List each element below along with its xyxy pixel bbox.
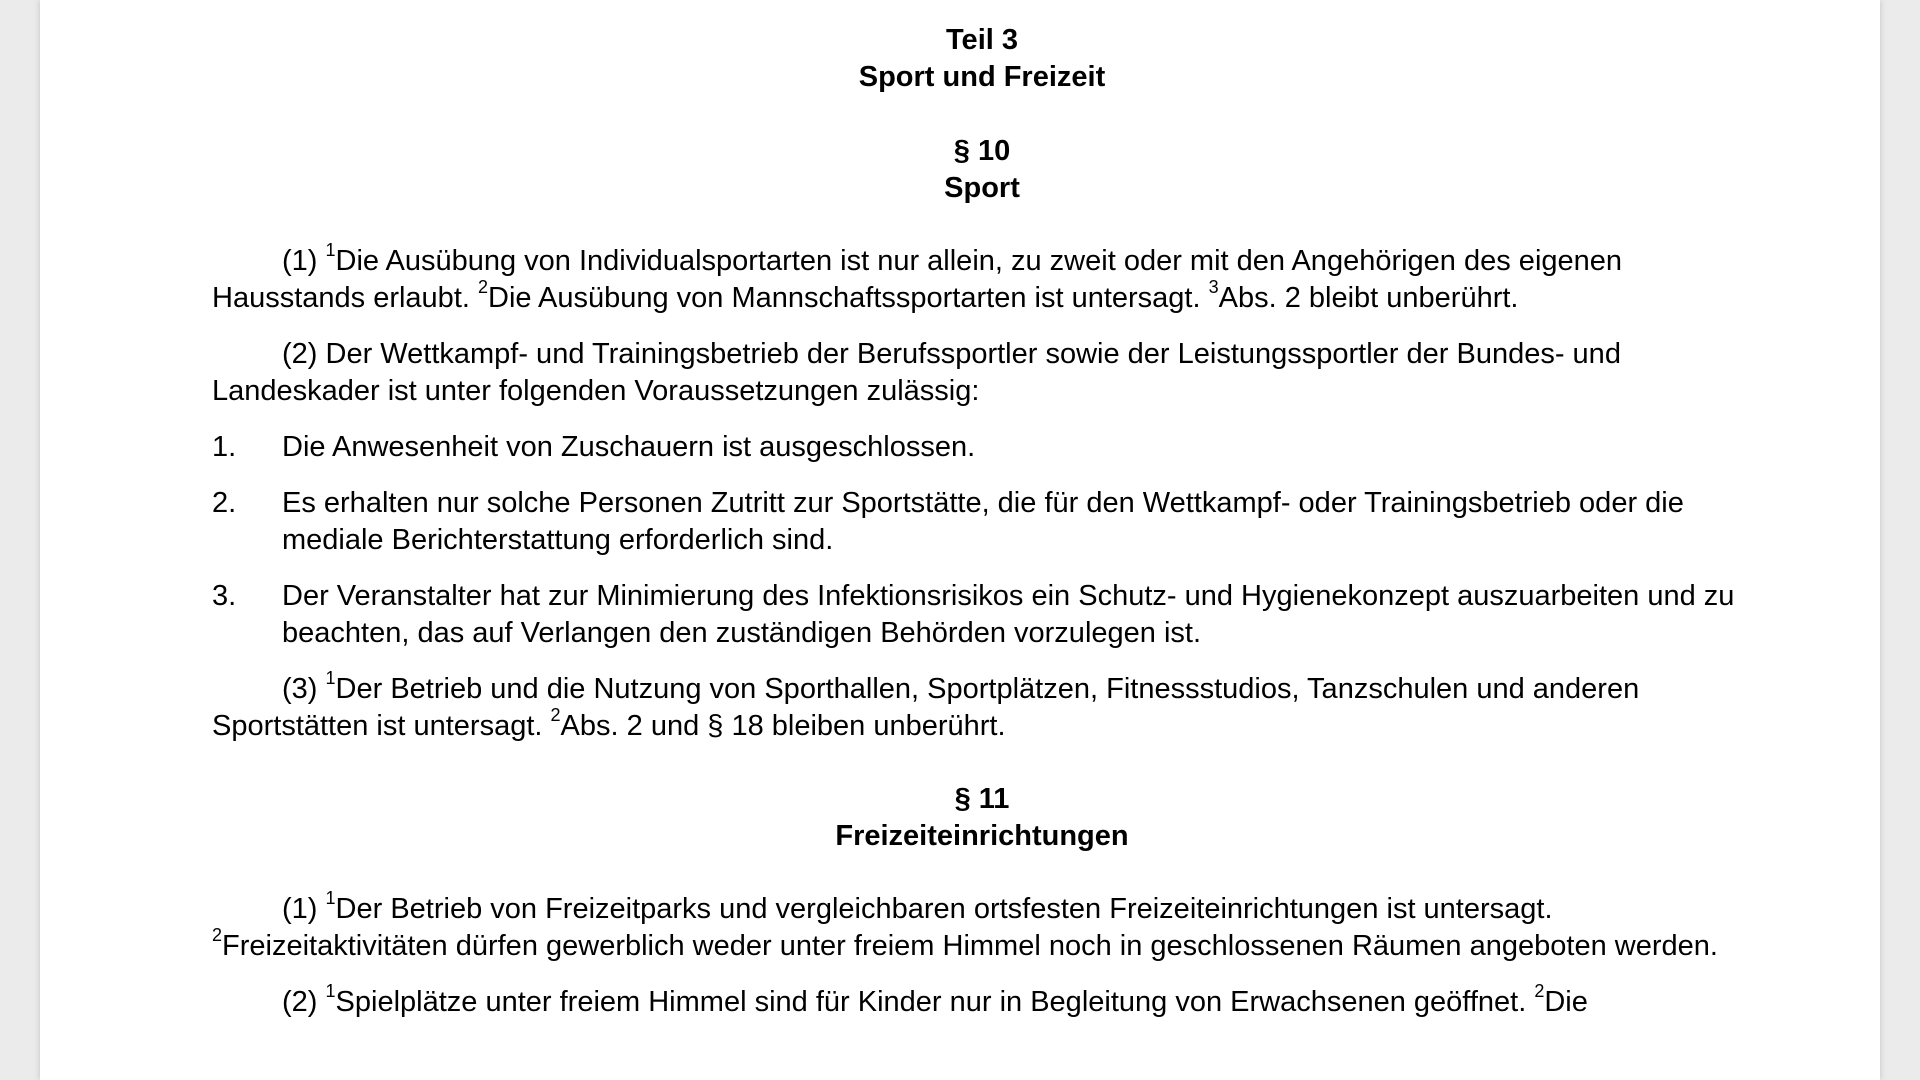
section-10-heading [212, 133, 1752, 207]
list-item [212, 578, 1752, 652]
page-content [212, 0, 1752, 1021]
list-item [212, 485, 1752, 559]
list-item-text: Es erhalten nur solche Personen Zutritt zur Sportstätte, die für den Wettkampf- oder Trainingsbetrieb oder die mediale Berichterstattung erforderlich sind. [282, 487, 1684, 556]
section-11-title: Freizeiteinrichtungen [835, 820, 1129, 852]
section-11-number: § 11 [954, 783, 1010, 815]
document-page[interactable] [40, 0, 1880, 1080]
section-10-paragraph-3: (3) $^1$Der Betrieb und die Nutzung von Sporthallen, Sportplätzen, Fitnessstudios, Tanzschulen und anderen Sportstätten ist untersagt. $^2$Abs. 2 und § 18 bleiben unberührt. [212, 668, 1640, 742]
section-11-paragraph-1: (1) $^1$Der Betrieb von Freizeitparks und vergleichbaren ortsfesten Freizeiteinrichtungen ist untersagt. $^2$Freizeitaktivitäten dürfen gewerblich weder unter freiem Himmel noch in geschlossenen Räumen angeboten werden. [212, 888, 1718, 962]
section-11-paragraph-2: (2) $^1$Spielplätze unter freiem Himmel sind für Kinder nur in Begleitung von Erwachsenen geöffnet. $^2$Die [282, 981, 1588, 1018]
section-11-heading [212, 781, 1752, 855]
list-item-number: 1. [212, 431, 237, 463]
part-title: Sport und Freizeit [858, 61, 1106, 93]
list-item-text: Der Veranstalter hat zur Minimierung des Infektionsrisikos ein Schutz- und Hygienekonzept auszuarbeiten und zu beachten, das auf Verlangen den zuständigen Behörden vorzulegen ist. [282, 580, 1735, 649]
list-item-text: Die Anwesenheit von Zuschauern ist ausgeschlossen. [282, 431, 976, 463]
list-item-number: 2. [212, 487, 237, 519]
part-heading [212, 22, 1752, 96]
list-item-number: 3. [212, 580, 237, 612]
section-10-paragraph-1: (1) $^1$Die Ausübung von Individualsportarten ist nur allein, zu zweit oder mit den Angehörigen des eigenen Hausstands erlaubt. $^2$Die Ausübung von Mannschaftssportarten ist untersagt. $^3$Abs. 2 bleibt unberührt. [212, 240, 1623, 314]
part-number: Teil 3 [946, 24, 1018, 56]
section-10-title: Sport [944, 172, 1020, 204]
section-10-paragraph-2: (2) Der Wettkampf- und Trainingsbetrieb der Berufssportler sowie der Leistungssportler der Bundes- und Landeskader ist unter folgenden Voraussetzungen zulässig: [212, 338, 1621, 407]
list-item [212, 429, 1752, 466]
section-10-number: § 10 [953, 135, 1011, 167]
